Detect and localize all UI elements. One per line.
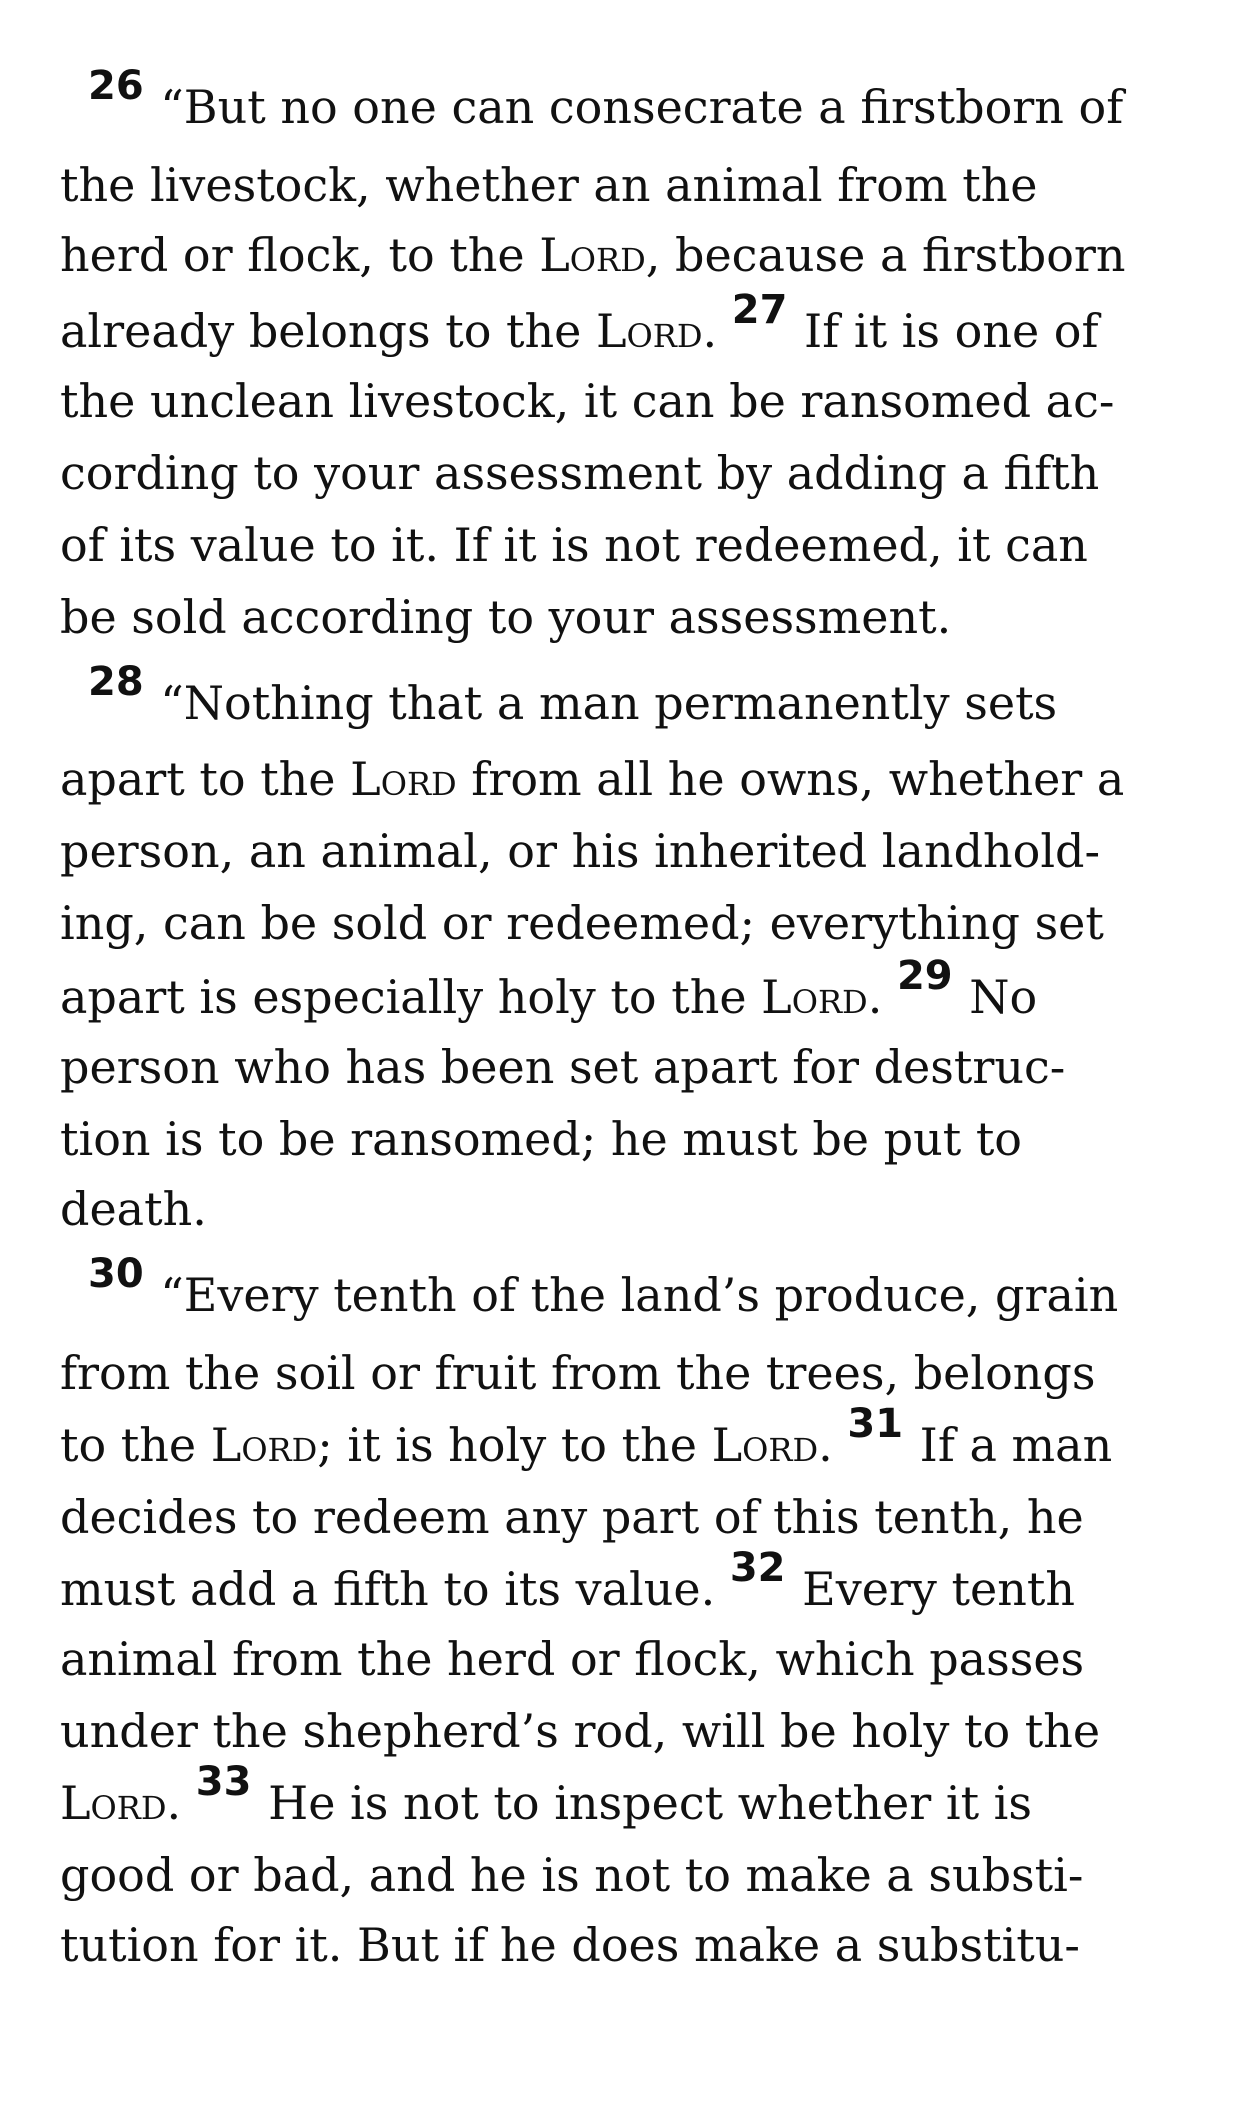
text-line bbox=[60, 1346, 1096, 1400]
text-run: ; it is holy to the bbox=[317, 1418, 712, 1472]
text-line bbox=[60, 953, 1038, 1024]
text-run: If it is one of bbox=[789, 304, 1099, 358]
text-run: cording to your assessment by adding a fifth bbox=[60, 446, 1100, 500]
divine-name: Lord bbox=[210, 1418, 318, 1472]
text-run: from the soil or fruit from the trees, belongs bbox=[60, 1346, 1096, 1400]
divine-name: Lord bbox=[60, 1776, 167, 1830]
text-run: to the bbox=[60, 1418, 211, 1472]
verse-number: 33 bbox=[195, 1759, 252, 1805]
text-run: under the shepherd’s rod, will be holy to the bbox=[60, 1704, 1101, 1758]
text-run: apart is especially holy to the bbox=[60, 970, 762, 1024]
text-line bbox=[60, 590, 952, 644]
text-line bbox=[60, 752, 1125, 806]
text-run: apart to the bbox=[60, 752, 351, 806]
text-run: , because a firstborn bbox=[645, 228, 1126, 282]
verse-number: 30 bbox=[88, 1251, 144, 1297]
text-line bbox=[88, 63, 1124, 134]
text-line bbox=[60, 896, 1104, 950]
text-run: herd or flock, to the bbox=[60, 228, 540, 282]
text-line bbox=[60, 1112, 1023, 1166]
text-line bbox=[60, 1632, 1085, 1686]
text-line bbox=[60, 1759, 1032, 1830]
verse-number: 32 bbox=[729, 1545, 786, 1591]
text-line bbox=[88, 1251, 1119, 1322]
text-run: person, an animal, or his inherited landhold- bbox=[60, 824, 1101, 878]
text-run: the unclean livestock, it can be ransomed ac- bbox=[60, 374, 1115, 428]
text-run: decides to redeem any part of this tenth, he bbox=[60, 1490, 1084, 1544]
text-line bbox=[60, 1182, 207, 1236]
divine-name: Lord bbox=[539, 228, 646, 282]
text-run: from all he owns, whether a bbox=[456, 752, 1125, 806]
text-run: the livestock, whether an animal from the bbox=[60, 158, 1038, 212]
text-run: death. bbox=[60, 1182, 207, 1236]
text-run: already belongs to the bbox=[60, 304, 596, 358]
text-run: “Every tenth of the land’s produce, grain bbox=[145, 1268, 1119, 1322]
divine-name: Lord bbox=[350, 752, 457, 806]
verse-number: 27 bbox=[731, 287, 788, 333]
text-run: Every tenth bbox=[787, 1562, 1075, 1616]
text-line bbox=[60, 1490, 1084, 1544]
text-run: tion is to be ransomed; he must be put to bbox=[60, 1112, 1023, 1166]
verse-number: 29 bbox=[896, 953, 953, 999]
text-run: tution for it. But if he does make a substitu- bbox=[60, 1918, 1080, 1972]
text-run: . bbox=[818, 1418, 848, 1472]
text-line bbox=[60, 1401, 1113, 1472]
text-line bbox=[60, 374, 1115, 428]
text-line bbox=[60, 518, 1088, 572]
text-line bbox=[60, 446, 1100, 500]
text-run: . bbox=[166, 1776, 196, 1830]
text-run: . bbox=[702, 304, 732, 358]
divine-name: Lord bbox=[761, 970, 868, 1024]
text-run: . bbox=[867, 970, 897, 1024]
divine-name: Lord bbox=[711, 1418, 819, 1472]
divine-name: Lord bbox=[595, 304, 703, 358]
text-run: ing, can be sold or redeemed; everything set bbox=[60, 896, 1104, 950]
text-run: If a man bbox=[905, 1418, 1113, 1472]
text-line bbox=[88, 659, 1058, 730]
text-run: animal from the herd or flock, which passes bbox=[60, 1632, 1085, 1686]
text-run: good or bad, and he is not to make a substi- bbox=[60, 1848, 1084, 1902]
text-line bbox=[60, 824, 1101, 878]
text-run: of its value to it. If it is not redeemed, it can bbox=[60, 518, 1088, 572]
text-line bbox=[60, 1545, 1075, 1616]
text-run: He is not to inspect whether it is bbox=[253, 1776, 1032, 1830]
text-line bbox=[60, 228, 1126, 282]
verse-number: 28 bbox=[88, 659, 144, 705]
text-run: “But no one can consecrate a firstborn of bbox=[145, 80, 1124, 134]
text-run: must add a fifth to its value. bbox=[60, 1562, 730, 1616]
text-run: person who has been set apart for destruc- bbox=[60, 1040, 1066, 1094]
text-line bbox=[60, 1848, 1084, 1902]
verse-number: 26 bbox=[88, 63, 144, 109]
text-line bbox=[60, 287, 1099, 358]
text-line bbox=[60, 1918, 1080, 1972]
text-run: No bbox=[954, 970, 1038, 1024]
text-run: “Nothing that a man permanently sets bbox=[145, 676, 1058, 730]
text-run: be sold according to your assessment. bbox=[60, 590, 952, 644]
verse-number: 31 bbox=[847, 1401, 904, 1447]
text-line bbox=[60, 1704, 1101, 1758]
text-line bbox=[60, 158, 1038, 212]
text-line bbox=[60, 1040, 1066, 1094]
